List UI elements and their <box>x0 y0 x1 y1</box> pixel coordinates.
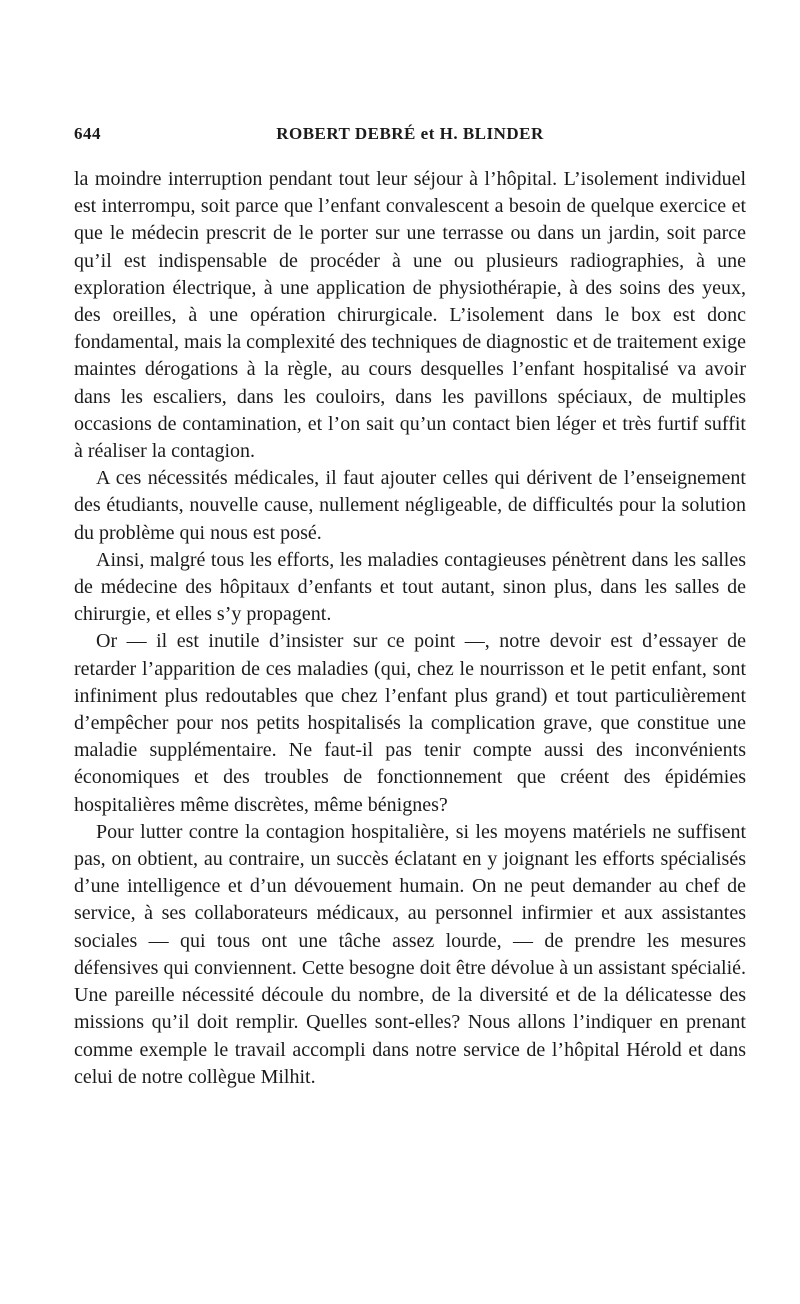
page-number: 644 <box>74 124 101 143</box>
paragraph: A ces nécessités médicales, il faut ajouter celles qui dérivent de l’enseignement des étudiants, nouvelle cause, nullement négligeable, de difficultés pour la solution du problème qui nous est posé. <box>74 467 746 544</box>
running-title: ROBERT DEBRÉ et H. BLINDER <box>276 124 544 143</box>
paragraph: Or — il est inutile d’insister sur ce point —, notre devoir est d’essayer de retarder l’apparition de ces maladies (qui, chez le nourrisson et le petit enfant, sont infiniment plus redoutables que chez l’enfant plus grand) et tout particulièrement d’empêcher pour nos petits hospitalisés la complication grave, que constitue une maladie supplémentaire. Ne faut-il pas tenir compte aussi des inconvénients économiques et des troubles de fonctionnement que créent des épidémies hospitalières même discrètes, même bénignes? <box>74 630 746 816</box>
paragraph-continued: la moindre interruption pendant tout leur séjour à l’hôpital. L’isolement individuel est interrompu, soit parce que l’enfant convalescent a besoin de quelque exercice et que le médecin prescrit de le porter sur une terrasse ou dans un jardin, soit parce qu’il est indispensable de procéder à une ou plusieurs radiographies, à une exploration électrique, à une application de physiothérapie, à des soins des yeux, des oreilles, à une opération chirurgicale. L’isolement dans le box est donc fondamental, mais la complexité des techniques de diagnostic et de traitement exige maintes dérogations à la règle, au cours desquelles l’enfant hospitalisé va avoir dans les escaliers, dans les couloirs, dans les pavillons spéciaux, de multiples occasions de contamination, et l’on sait qu’un contact bien léger et très furtif suffit à réaliser la contagion. <box>74 168 746 463</box>
book-page <box>74 118 746 1091</box>
paragraph: Ainsi, malgré tous les efforts, les maladies contagieuses pénètrent dans les salles de médecine des hôpitaux d’enfants et tout autant, sinon plus, dans les salles de chirurgie, et elles s’y propagent. <box>74 548 746 626</box>
paragraph: Pour lutter contre la contagion hospitalière, si les moyens matériels ne suffisent pas, on obtient, au contraire, un succès éclatant en y joignant les efforts spécialisés d’une intelligence et d’un dévouement humain. On ne peut demander au chef de service, à ses collaborateurs médicaux, au personnel infirmier et aux assistantes sociales — qui tous ont une tâche assez lourde, — de prendre les mesures défensives qui conviennent. Cette besogne doit être dévolue à un assistant spécialié. Une pareille nécessité découle du nombre, de la diversité et de la délicatesse des missions qu’il doit remplir. Quelles sont-elles? Nous allons l’indiquer en prenant comme exemple le travail accompli dans notre service de l’hôpital Hérold et dans celui de notre collègue Milhit. <box>74 820 746 1088</box>
body-text <box>74 166 746 1091</box>
running-head <box>74 118 746 146</box>
